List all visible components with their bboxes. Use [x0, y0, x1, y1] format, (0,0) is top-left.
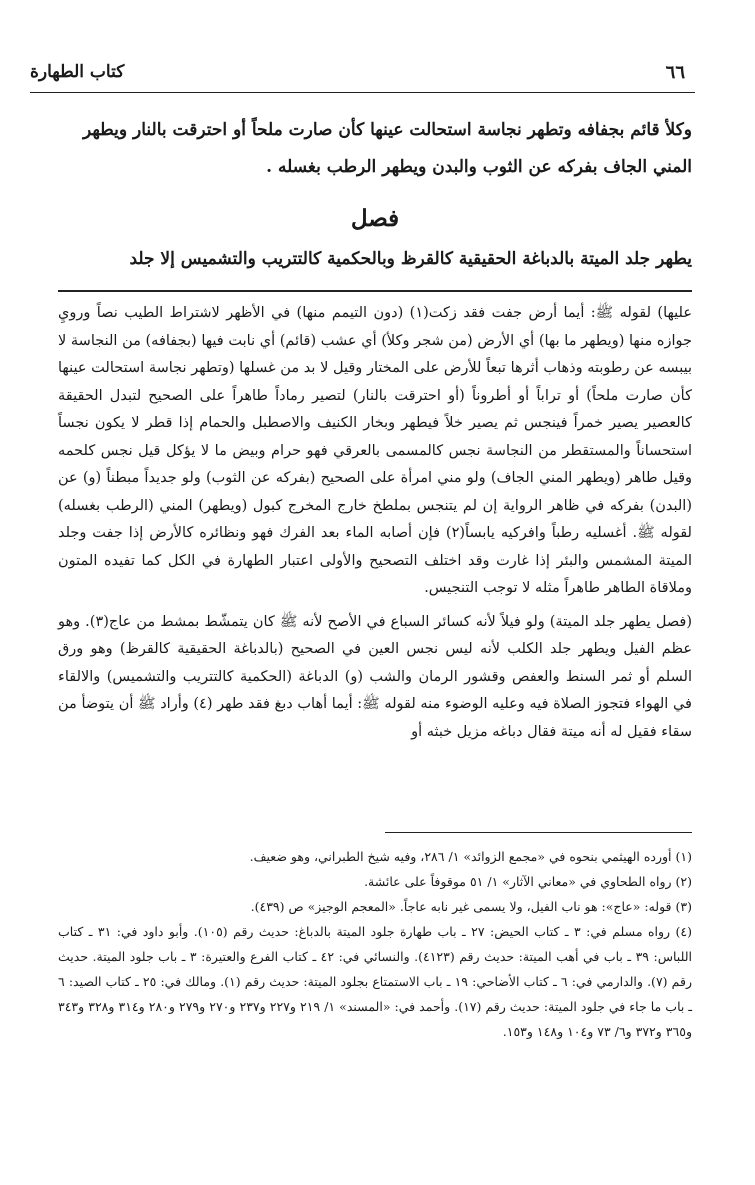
commentary: [58, 300, 692, 752]
footnote: (٤) رواه مسلم في: ٣ ـ كتاب الحيض: ٢٧ ـ باب طهارة جلود الميتة بالدباغ: حديث رقم (١٠٥). وأبو داود في: ٣١ ـ كتاب اللباس: ٣٩ ـ باب في أهب الميتة: حديث رقم (٤١٢٣). والنسائي في: ٤٢ ـ كتاب الفرع والعتيرة: ٣ ـ باب جلود الميتة. حديث رقم (٧). والدارمي في: ٦ ـ كتاب الأضاحي: ١٩ ـ باب الاستمتاع بجلود الميتة: حديث رقم (١). ومالك في: ٢٥ ـ كتاب الصيد: ٦ ـ باب ما جاء في جلود الميتة: حديث رقم (١٧). وأحمد في: «المسند» ١/ ٢١٩ و٢٢٧ و٢٣٧ و٢٧٠ و٢٧٩ و٢٨٠ و٣١٤ و٣٢٨ و٣٤٣ و٣٦٥ و٣٧٢ و٦/ ٧٣ و١٠٤ و١٤٨ و١٥٣.: [58, 924, 693, 1039]
main-text: [58, 112, 692, 278]
running-header: [30, 62, 695, 88]
book-title: كتاب الطهارة: [30, 62, 125, 82]
section-heading: فصل: [350, 205, 400, 232]
main-text-line: يطهر جلد الميتة بالدباغة الحقيقية كالقرظ وبالحكمية كالتتريب والتشميس إلا جلد: [129, 249, 692, 269]
main-text-divider: [58, 290, 692, 292]
footnote: (٣) قوله: «عاج»: هو ناب الفيل، ولا يسمى غير نابه عاجاً. «المعجم الوجيز» ص (٤٣٩).: [250, 899, 692, 914]
commentary-paragraph: (فصل يطهر جلد الميتة) ولو فيلاً لأنه كسائر السباع في الأصح لأنه ﷺ كان يتمشّط بمشط من عاج(٣). وهو عظم الفيل ويطهر جلد الكلب لأنه ليس نجس العين في الصحيح (بالدباغة الحقيقية كالقرظ) وهو ورق السلم أو ثمر السنط والعفص وقشور الرمان والشب (و) الدباغة (الحكمية كالتتريب والتشميس) والالقاء في الهواء فتجوز الصلاة فيه وعليه الوضوء منه لقوله ﷺ: أيما أهاب دبغ فقد طهر (٤) وأراد ﷺ أن يتوضأ من سقاء فقيل له أنه ميتة فقال دباغه مزيل خبثه أو: [58, 613, 692, 740]
header-divider: [30, 92, 695, 93]
footnote: (٢) رواه الطحاوي في «معاني الآثار» ١/ ٥١ موقوفاً على عائشة.: [364, 874, 692, 889]
commentary-paragraph: عليها) لقوله ﷺ: أيما أرض جفت فقد زكت(١) (دون التيمم منها) في الأظهر لاشتراط الطيب نصاً ورويِ جوازه منها (ويطهر ما بها) أي الأرض (من شجر وكلأ) أي عشب (قائم) أي نابت فيها (بجفافه) من النجاسة لا بيبسه عن رطوبته وذهاب أثرها تبعاً للأرض على المختار وقيل لا بد من غسلها (وتطهر نجاسة استحالت عينها كأن صارت ملحاً) أو تراباً أو أطروناً (أو احترقت بالنار) لتصير رماداً طاهراً على الصحيح لتبدل الحقيقة كالعصير يصير خمراً فينجس ثم يصير خلاً فيطهر وبخار الكنيف والاصطبل والحمام إذا قطر لا يكون نجساً استحساناً والمستقطر من النجاسة نجس كالمسمى بالعرقي فهو حرام وبيض ما لا يؤكل قيل نجس كلحمه وقيل طاهر (ويطهر المني الجاف) ولو مني امرأة على الصحيح (بفركه عن الثوب) ولو جديداً مبطناً (و) عن (البدن) بفركه في ظاهر الرواية إن لم يتنجس بملطخ خارج المخرج كبول (ويطهر) المني (الرطب بغسله) لقوله ﷺ. أغسليه رطباً وافركيه يابساً(٢) فإن أصابه الماء بعد الفرك فهو ونظائره كالأرض إذا جفت وجلد الميتة المشمس والبئر إذا غارت وقد اختلف التصحيح والأولى اعتبار الطهارة في الكل كما تفيده المتون وملاقاة الطاهر طاهراً مثله لا توجب التنجيس.: [58, 305, 693, 596]
main-text-line: المني الجاف بفركه عن الثوب والبدن ويطهر الرطب بغسله .: [266, 157, 692, 177]
page-number: ٦٦: [665, 62, 685, 83]
footnote-divider: [385, 832, 692, 833]
footnotes: [58, 844, 692, 1044]
footnote: (١) أورده الهيثمي بنحوه في «مجمع الزوائد» ١/ ٢٨٦، وفيه شيخ الطبراني، وهو ضعيف.: [249, 849, 692, 864]
main-text-line: وكلأ قائم بجفافه وتطهر نجاسة استحالت عينها كأن صارت ملحاً أو احترقت بالنار ويطهر: [82, 120, 692, 140]
